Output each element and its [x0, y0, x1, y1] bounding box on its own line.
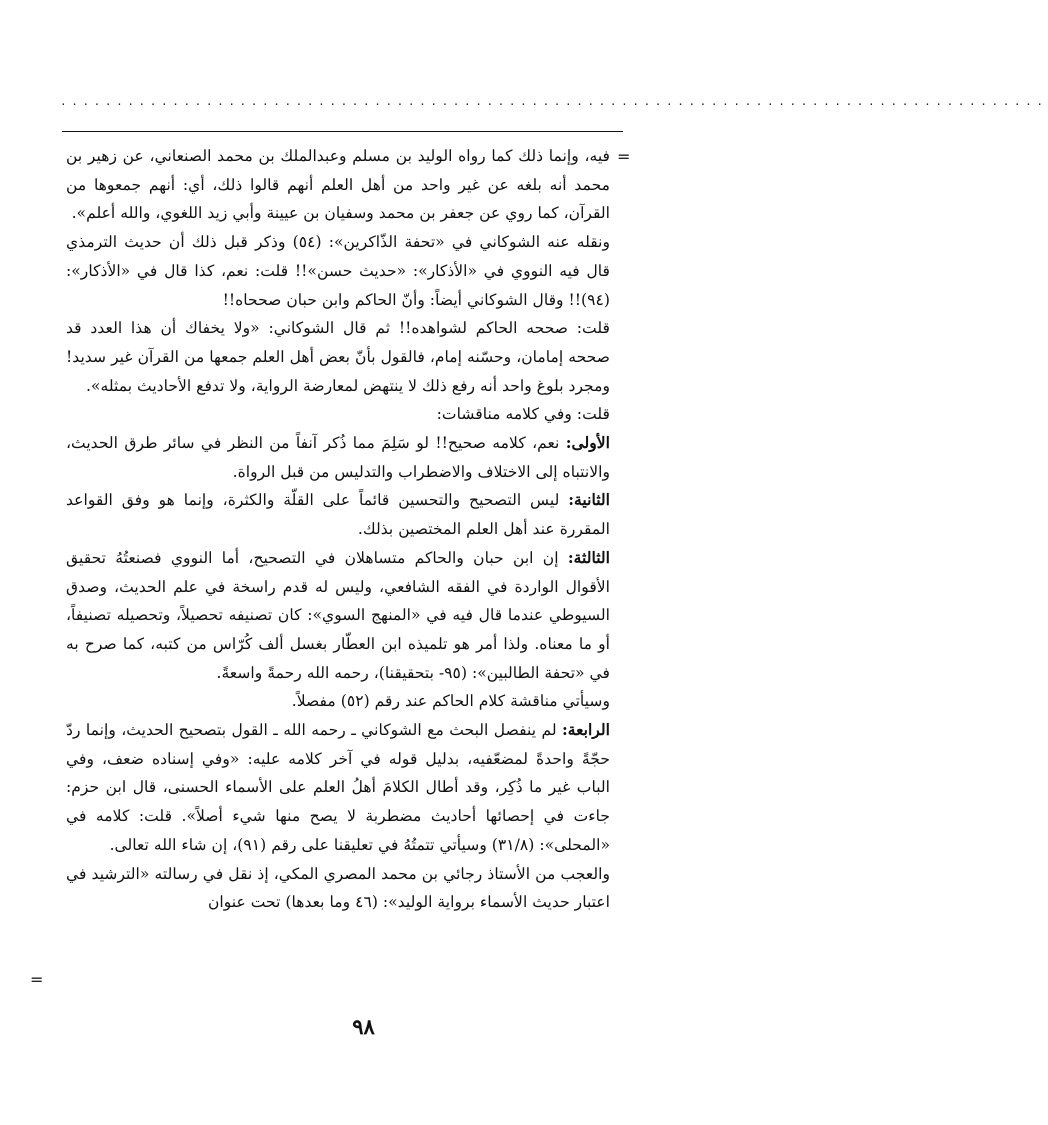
- paragraph-label: الثانية:: [568, 490, 610, 510]
- paragraph-text: إن ابن حبان والحاكم متساهلان في التصحيح، أما النووي فصنعتُهُ تحقيق الأقوال الواردة في الفقه الشافعي، وليس له قدم راسخة في علم الحديث، وصدق السيوطي عندما قال فيه في «المنهج السوي»: كان تصنيفه تحصيلاً، وتحصيله تصنيفاً، أو ما معناه. ولذا أمر هو تلميذه ابن العطّار بغسل ألف كُرّاس من كتبه، كما صرح به في «تحفة الطالبين»: (٩٥- بتحقيقنا)، رحمه الله رحمةً واسعةً.: [66, 548, 610, 682]
- paragraph-7: [66, 544, 610, 688]
- paragraph-2: [66, 228, 610, 314]
- paragraph-text: فيه، وإنما ذلك كما رواه الوليد بن مسلم وعبدالملك بن محمد الصنعاني، عن زهير بن محمد أنه بلغه عن غير واحد من أهل العلم أنهم قالوا ذلك، أي: أنهم جمعوها من القرآن، كما روي عن جعفر بن محمد وسفيان بن عيينة وأبي زيد اللغوي، والله أعلم».: [66, 147, 610, 223]
- paragraph-3: [66, 314, 610, 400]
- header-dotted-line: ........................................................................................: [60, 95, 1048, 108]
- footnote-body: [66, 142, 610, 917]
- continuation-mark-top: =: [617, 147, 631, 166]
- paragraph-text: ونقله عنه الشوكاني في «تحفة الذّاكرين»: (٥٤) وذكر قبل ذلك أن حديث الترمذي قال فيه النووي في «الأذكار»: «حديث حسن»!! قلت: نعم، كذا قال في «الأذكار»: (٩٤)!! وقال الشوكاني أيضاً: وأنّ الحاكم وابن حبان صححاه!!: [66, 233, 610, 309]
- page-number: ٩٨: [352, 1014, 375, 1039]
- paragraph-text: قلت: وفي كلامه مناقشات:: [436, 405, 610, 424]
- paragraph-text: نعم، كلامه صحيح!! لو سَلِمَ مما ذُكر آنفاً من النظر في سائر طرق الحديث، والانتباه إلى الاختلاف والاضطراب والتدليس من قبل الرواة.: [66, 434, 610, 481]
- paragraph-label: الثالثة:: [567, 547, 610, 567]
- paragraph-text: والعجب من الأستاذ رجائي بن محمد المصري المكي، إذ نقل في رسالته «الترشيد في اعتبار حديث الأسماء برواية الوليد»: (٤٦ وما بعدها) تحت عنوان: [66, 864, 610, 912]
- paragraph-4: [66, 400, 610, 429]
- continuation-mark-bottom: =: [30, 970, 44, 989]
- paragraph-text: لم ينفصل البحث مع الشوكاني ـ رحمه الله ـ القول بتصحيح الحديث، وإنما ردّ حجّةً واحدةً لمضعّفيه، بدليل قوله في آخر كلامه عليه: «وفي إسناده ضعف، وفي الباب غير ما ذُكِر، وقد أطال الكلامَ أهلُ العلم على الأسماء الحسنى، قال ابن حزم: جاءت في إحصائها أحاديث مضطربة لا يصح منها شيء أصلاً». قلت: كلامه في «المحلى»: (٣١/٨) وسيأتي تتمتُهُ في تعليقنا على رقم (٩١)، إن شاء الله تعالى.: [66, 721, 610, 854]
- paragraph-label: الأولى:: [565, 433, 610, 453]
- paragraph-5: [66, 429, 610, 486]
- paragraph-text: ليس التصحيح والتحسين قائماً على القلّة والكثرة، وإنما هو وفق القواعد المقررة عند أهل العلم المختصين بذلك.: [66, 491, 610, 539]
- paragraph-text: وسيأتي مناقشة كلام الحاكم عند رقم (٥٢) مفصلاً.: [291, 692, 610, 711]
- paragraph-9: [66, 716, 610, 860]
- paragraph-8: [66, 687, 610, 716]
- paragraph-6: [66, 486, 610, 543]
- paragraph-1: [66, 142, 610, 228]
- footnote-separator-rule: [62, 131, 623, 132]
- paragraph-10: [66, 860, 610, 917]
- paragraph-text: قلت: صححه الحاكم لشواهده!! ثم قال الشوكاني: «ولا يخفاك أن هذا العدد قد صححه إمامان، وحسّنه إمام، فالقول بأنّ بعض أهل العلم جمعها من القرآن غير سديد! ومجرد بلوغ واحد أنه رفع ذلك لا ينتهض لمعارضة الرواية، ولا تدفع الأحاديث بمثله».: [66, 319, 610, 395]
- paragraph-label: الرابعة:: [562, 720, 610, 740]
